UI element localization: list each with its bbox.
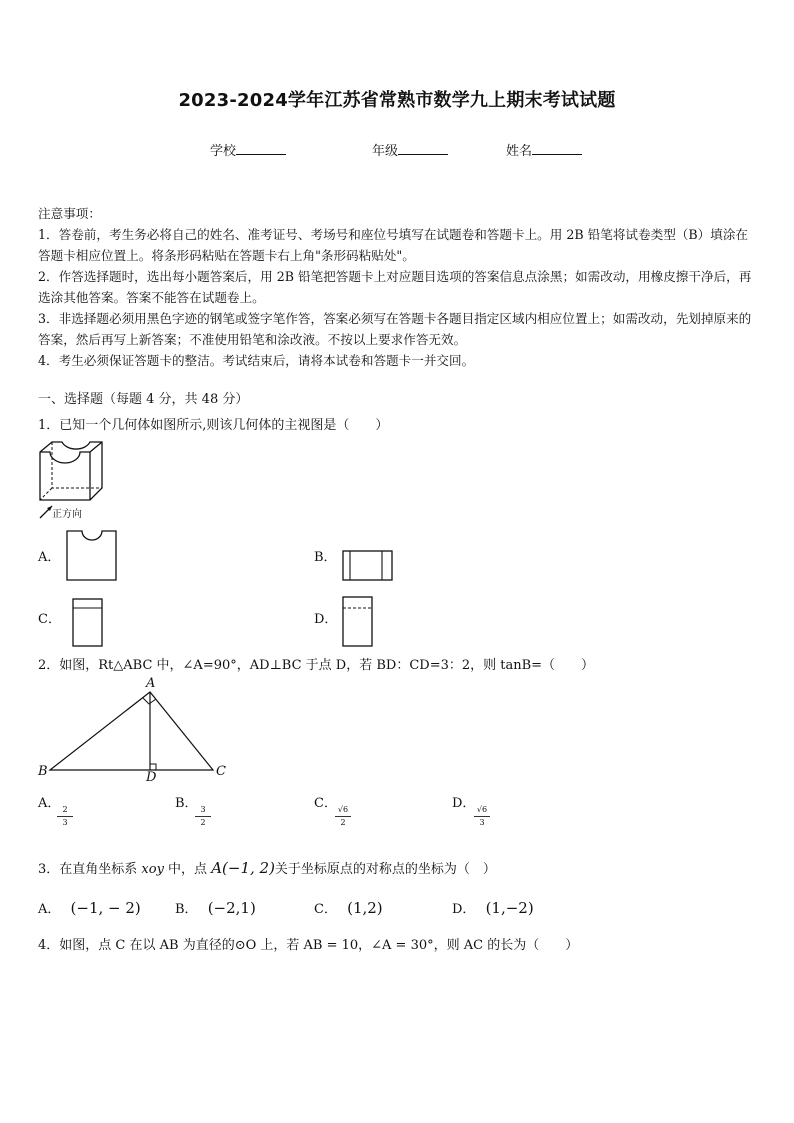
fraction-bar <box>57 816 73 817</box>
q3-option-c[interactable] <box>314 898 383 917</box>
q3-option-b-letter: B． <box>175 902 198 917</box>
grade-field <box>372 140 448 159</box>
vertex-label-a: A <box>146 676 156 691</box>
q2-option-b[interactable]: B． <box>175 796 198 811</box>
fraction-numerator: 2 <box>62 805 68 814</box>
fraction-numerator: 3 <box>200 805 206 814</box>
q1-option-c[interactable]: C． <box>38 612 61 627</box>
question-4-text: 4．如图，点 C 在以 AB 为直径的⊙O 上，若 AB = 10，∠A = 30°，则 AC 的长为（ ） <box>38 938 579 953</box>
q3-option-b[interactable] <box>175 898 256 917</box>
q1-option-a-figure <box>66 530 118 582</box>
q3-option-a-letter: A． <box>38 902 61 917</box>
question-2-text: 2．如图，Rt△ABC 中，∠A=90°，AD⊥BC 于点 D，若 BD：CD=3：2，则 tanB=（ ） <box>38 658 595 673</box>
q2-option-c-fraction <box>335 805 351 828</box>
q1-option-b-figure <box>342 550 394 582</box>
q3-option-a[interactable] <box>38 898 141 917</box>
q3-option-d-value: (1,−2) <box>485 899 534 917</box>
vertex-label-c: C <box>216 764 226 779</box>
notes-block <box>38 203 760 371</box>
q2-triangle-figure <box>36 678 236 788</box>
notes-heading: 注意事项： <box>38 206 101 221</box>
fraction-bar <box>195 816 211 817</box>
fraction-numerator: √6 <box>476 805 488 814</box>
q3-point: A(−1, 2) <box>211 859 275 877</box>
school-label: 学校 <box>210 144 237 159</box>
grade-blank[interactable] <box>398 142 448 155</box>
direction-label: 正方向 <box>52 509 82 520</box>
note-item: 3．非选择题必须用黑色字迹的钢笔或签字笔作答，答案必须写在答题卡各题目指定区域内相应位置上；如需改动，先划掉原来的答案，然后再写上新答案；不准使用铅笔和涂改液。不按以上要求作答无效。 <box>38 311 752 347</box>
fraction-denominator: 2 <box>200 818 206 827</box>
q2-option-a[interactable]: A． <box>38 796 61 811</box>
q1-option-c-figure <box>72 598 104 648</box>
fraction-bar <box>335 816 351 817</box>
q1-option-d[interactable]: D． <box>314 612 338 627</box>
vertex-label-d: D <box>146 770 157 785</box>
q3-text-after: 关于坐标原点的对称点的坐标为（ ） <box>274 862 496 877</box>
q3-option-d[interactable] <box>452 898 534 917</box>
name-blank[interactable] <box>532 142 582 155</box>
fraction-denominator: 3 <box>479 818 485 827</box>
q1-option-b[interactable]: B． <box>314 550 337 565</box>
vertex-label-b: B <box>38 764 48 779</box>
name-label: 姓名 <box>506 144 533 159</box>
q3-option-d-letter: D． <box>452 902 476 917</box>
grade-label: 年级 <box>372 144 399 159</box>
question-1-text: 1．已知一个几何体如图所示,则该几何体的主视图是（ ） <box>38 418 389 433</box>
q2-option-d-fraction <box>474 805 490 828</box>
q2-option-b-fraction <box>195 805 211 828</box>
fraction-denominator: 3 <box>62 818 68 827</box>
note-item: 1．答卷前，考生务必将自己的姓名、准考证号、考场号和座位号填写在试题卷和答题卡上。用 2B 铅笔将试卷类型（B）填涂在答题卡相应位置上。将条形码粘贴在答题卡右上角"条形码粘贴处"。 <box>38 227 749 263</box>
fraction-bar <box>474 816 490 817</box>
q3-option-c-letter: C． <box>314 902 337 917</box>
q3-option-b-value: (−2,1) <box>207 899 256 917</box>
fraction-numerator: √6 <box>337 805 349 814</box>
q3-system: xoy <box>141 862 164 877</box>
q3-option-c-value: (1,2) <box>347 899 383 917</box>
q3-option-a-value: (−1, − 2) <box>70 899 141 917</box>
school-blank[interactable] <box>236 142 286 155</box>
section-heading: 一、选择题（每题 4 分，共 48 分） <box>38 392 249 407</box>
question-3-text <box>38 858 496 877</box>
q1-option-d-figure <box>342 596 374 648</box>
note-item: 2．作答选择题时，选出每小题答案后，用 2B 铅笔把答题卡上对应题目选项的答案信息点涂黑；如需改动，用橡皮擦干净后，再选涂其他答案。答案不能答在试题卷上。 <box>38 269 752 305</box>
page-title: 2023-2024学年江苏省常熟市数学九上期末考试试题 <box>178 90 616 111</box>
q3-text-before: 3．在直角坐标系 <box>38 862 142 877</box>
fraction-denominator: 2 <box>340 818 346 827</box>
note-item: 4．考生必须保证答题卡的整洁。考试结束后，请将本试卷和答题卡一并交回。 <box>38 353 475 368</box>
school-field <box>210 140 286 159</box>
name-field <box>506 140 582 159</box>
q3-text-mid: 中，点 <box>163 862 212 877</box>
q1-option-a[interactable]: A． <box>38 550 61 565</box>
q2-option-d[interactable]: D． <box>452 796 476 811</box>
q2-option-c[interactable]: C． <box>314 796 337 811</box>
q2-option-a-fraction <box>57 805 73 828</box>
